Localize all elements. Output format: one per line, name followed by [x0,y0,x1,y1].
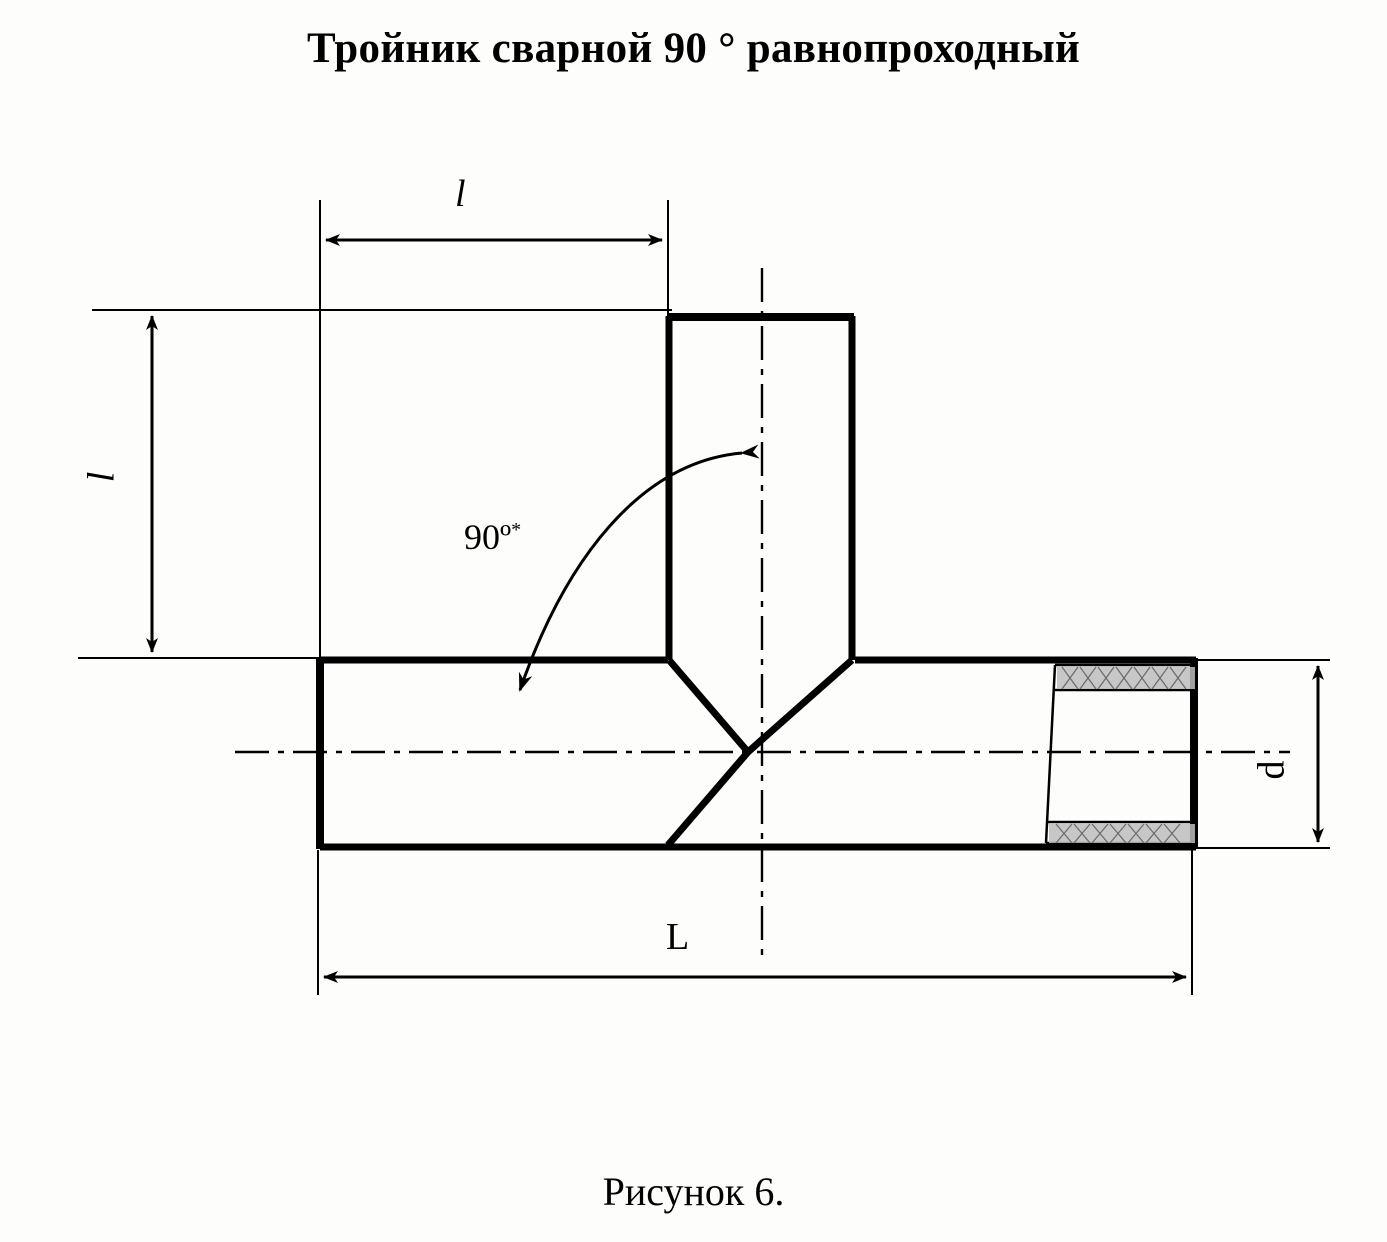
hatched-section [1046,665,1196,843]
angle-footnote-marker: * [511,519,522,541]
label-run-length: L [666,916,690,958]
hatch-pattern [1056,667,1186,843]
angle-leader [520,453,742,690]
label-angle [464,516,521,558]
label-branch-length: l [455,173,466,215]
figure-caption: Рисунок 6. [602,1169,785,1214]
label-diameter: d [1250,760,1293,780]
label-branch-height: l [80,471,123,483]
dimension-arrows [152,240,1318,977]
centre-lines [235,268,1290,963]
page-title: Тройник сварной 90 ° равнопроходный [306,25,1081,72]
hatch-fill [1049,667,1195,843]
tee-body-outline [320,316,1196,849]
angle-value: 90º [464,517,512,557]
